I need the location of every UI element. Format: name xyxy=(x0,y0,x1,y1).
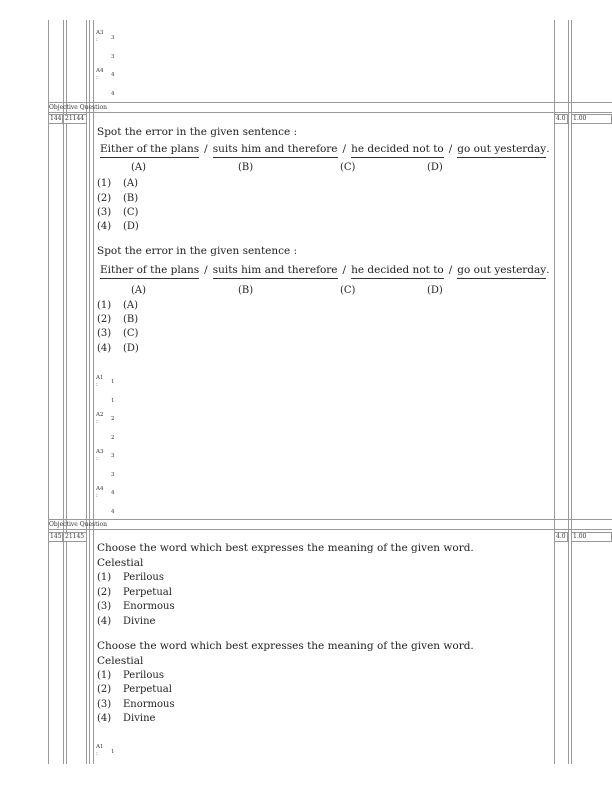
segment-slash: / xyxy=(204,143,208,155)
answer-colon: : xyxy=(96,456,98,462)
option-text: (C) xyxy=(123,328,139,339)
sentence-segment-d: go out yesterday xyxy=(457,264,546,279)
q145-option-3 xyxy=(97,601,175,613)
segment-label-d: (D) xyxy=(427,285,443,296)
q145-option-1-b xyxy=(97,670,164,682)
section-divider-2 xyxy=(48,519,612,520)
answer-value: 4 xyxy=(111,490,115,496)
option-number: (1) xyxy=(97,670,112,681)
q145-serial: 145 xyxy=(50,533,62,540)
option-text: Perilous xyxy=(123,572,164,583)
option-number: (1) xyxy=(97,178,112,189)
option-text: (A) xyxy=(123,300,139,311)
segment-label-a: (A) xyxy=(131,162,147,173)
option-text: (D) xyxy=(123,343,139,354)
sentence-segment-c: he decided not to xyxy=(351,264,444,279)
q145-option-4 xyxy=(97,616,155,628)
segment-label-d: (D) xyxy=(427,162,443,173)
segment-label-c: (C) xyxy=(340,162,356,173)
q145-id: 21145 xyxy=(63,532,87,542)
answer-below: 3 xyxy=(111,472,115,478)
q144-option-1 xyxy=(97,178,138,190)
answer-below: 1 xyxy=(111,398,115,404)
option-text: Perilous xyxy=(123,670,164,681)
q145-negative: 1.00 xyxy=(571,532,612,542)
q144-option-4 xyxy=(97,221,139,233)
q145-option-2-b xyxy=(97,684,172,696)
option-number: (4) xyxy=(97,713,112,724)
frame-line-left-5 xyxy=(89,20,90,764)
q144-option-4-b xyxy=(97,343,139,355)
option-text: (A) xyxy=(123,178,139,189)
option-number: (1) xyxy=(97,572,112,583)
answer-colon: : xyxy=(96,37,98,43)
section-divider-1b xyxy=(48,112,612,113)
segment-label-a: (A) xyxy=(131,285,147,296)
q145-option-4-b xyxy=(97,713,155,725)
option-number: (3) xyxy=(97,207,112,218)
q144-prompt-2: Spot the error in the given sentence : xyxy=(97,245,298,257)
option-number: (4) xyxy=(97,343,112,354)
sentence-segment-a: Either of the plans xyxy=(100,143,199,158)
answer-colon: : xyxy=(96,751,98,757)
segment-label-c: (C) xyxy=(340,285,356,296)
segment-slash: / xyxy=(342,143,347,155)
answer-tag: A3 xyxy=(96,30,104,36)
answer-value: 1 xyxy=(111,749,115,755)
option-number: (2) xyxy=(97,193,112,204)
frame-line-left-4 xyxy=(86,20,87,764)
q144-sentence xyxy=(100,143,550,158)
section-divider-2b xyxy=(48,529,612,530)
option-text: Perpetual xyxy=(123,587,172,598)
answer-colon: : xyxy=(96,419,98,425)
option-number: (2) xyxy=(97,587,112,598)
q144-serial: 144 xyxy=(50,115,62,122)
option-number: (1) xyxy=(97,300,112,311)
sentence-segment-a: Either of the plans xyxy=(100,264,199,279)
q144-option-2-b xyxy=(97,314,138,326)
sentence-end-dot: . xyxy=(546,264,550,276)
q144-id: 21144 xyxy=(63,114,87,124)
sentence-segment-d: go out yesterday xyxy=(457,143,546,158)
answer-below: 4 xyxy=(111,509,115,515)
option-text: Divine xyxy=(123,616,156,627)
option-text: Perpetual xyxy=(123,684,172,695)
segment-label-b: (B) xyxy=(238,285,254,296)
q145-prompt-2: Choose the word which best expresses the meaning of the given word. xyxy=(97,640,474,652)
q145-marks: 4.0 xyxy=(554,532,568,542)
sentence-end-dot: . xyxy=(546,143,550,155)
option-number: (4) xyxy=(97,616,112,627)
answer-tag: A1 xyxy=(96,744,104,750)
answer-colon: : xyxy=(96,75,98,81)
answer-value: 4 xyxy=(111,72,115,78)
q145-prompt: Choose the word which best expresses the meaning of the given word. xyxy=(97,542,474,554)
q144-negative: 1.00 xyxy=(571,114,612,124)
section-label-1: Objective Question xyxy=(49,104,107,111)
answer-colon: : xyxy=(96,493,98,499)
section-divider-1 xyxy=(48,102,612,103)
answer-tag: A3 xyxy=(96,449,104,455)
option-text: (D) xyxy=(123,221,139,232)
option-text: (B) xyxy=(123,193,139,204)
q145-word-2: Celestial xyxy=(97,655,144,667)
answer-tag: A4 xyxy=(96,486,104,492)
option-number: (4) xyxy=(97,221,112,232)
q144-option-1-b xyxy=(97,300,138,312)
answer-value: 3 xyxy=(111,453,115,459)
section-label-2: Objective Question xyxy=(49,521,107,528)
option-text: Divine xyxy=(123,713,156,724)
answer-value: 2 xyxy=(111,416,115,422)
option-text: (B) xyxy=(123,314,139,325)
option-number: (2) xyxy=(97,684,112,695)
q144-option-3 xyxy=(97,207,138,219)
sentence-segment-b: suits him and therefore xyxy=(213,264,338,279)
option-text: Enormous xyxy=(123,601,175,612)
option-number: (3) xyxy=(97,328,112,339)
answer-value: 1 xyxy=(111,379,115,385)
frame-line-right-3 xyxy=(571,20,572,764)
answer-colon: : xyxy=(96,382,98,388)
sentence-segment-b: suits him and therefore xyxy=(213,143,338,158)
q145-option-3-b xyxy=(97,699,175,711)
answer-tag: A4 xyxy=(96,68,104,74)
frame-line-right-2 xyxy=(568,20,569,764)
option-text: Enormous xyxy=(123,699,175,710)
frame-line-right-1 xyxy=(554,20,555,764)
q145-option-1 xyxy=(97,572,164,584)
q145-word: Celestial xyxy=(97,557,144,569)
q144-option-2 xyxy=(97,193,138,205)
q144-prompt: Spot the error in the given sentence : xyxy=(97,126,298,138)
answer-value: 3 xyxy=(111,35,115,41)
frame-line-left-3 xyxy=(66,20,67,764)
option-text: (C) xyxy=(123,207,139,218)
answer-tag: A1 xyxy=(96,375,104,381)
q144-marks: 4.0 xyxy=(554,114,568,124)
frame-line-left-1 xyxy=(48,20,49,764)
option-number: (3) xyxy=(97,601,112,612)
q145-option-2 xyxy=(97,587,172,599)
answer-below: 4 xyxy=(111,91,115,97)
frame-line-left-2 xyxy=(63,20,64,764)
frame-line-left-6 xyxy=(93,20,94,764)
answer-below: 3 xyxy=(111,54,115,60)
option-number: (3) xyxy=(97,699,112,710)
q144-option-3-b xyxy=(97,328,138,340)
answer-below: 2 xyxy=(111,435,115,441)
segment-slash: / xyxy=(204,264,208,276)
answer-tag: A2 xyxy=(96,412,104,418)
segment-slash: / xyxy=(448,264,453,276)
sentence-segment-c: he decided not to xyxy=(351,143,444,158)
segment-slash: / xyxy=(342,264,347,276)
segment-label-b: (B) xyxy=(238,162,254,173)
segment-slash: / xyxy=(448,143,453,155)
option-number: (2) xyxy=(97,314,112,325)
q144-sentence-2 xyxy=(100,264,550,279)
